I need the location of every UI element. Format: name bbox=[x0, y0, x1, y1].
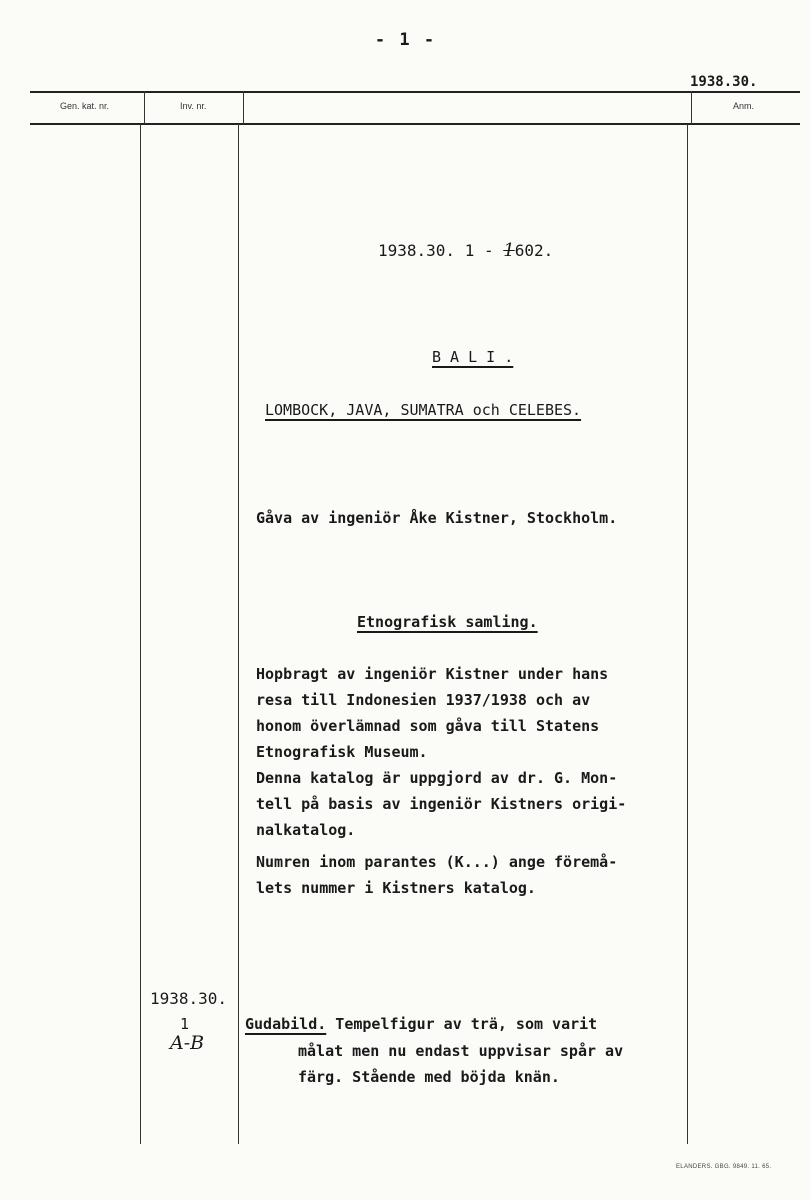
entry-inv-number: 1938.30. bbox=[150, 989, 228, 1008]
entry-description bbox=[298, 1038, 623, 1090]
top-rule bbox=[30, 91, 800, 93]
collection-heading: Etnografisk samling. bbox=[357, 613, 538, 631]
entry-first-line bbox=[245, 1011, 597, 1037]
region-heading: B A L I . bbox=[432, 348, 514, 366]
range-handwritten: 1 bbox=[503, 240, 515, 261]
body-divider-1 bbox=[140, 124, 141, 1144]
catalogue-range bbox=[378, 238, 553, 264]
entry-title: Gudabild. bbox=[245, 1015, 327, 1033]
paragraph-line: tell på basis av ingeniör Kistners origi- bbox=[256, 795, 627, 813]
paragraph-line: Etnografisk Museum. bbox=[256, 743, 428, 761]
column-divider-3 bbox=[691, 91, 692, 124]
entry-description-first: Tempelfigur av trä, som varit bbox=[326, 1015, 598, 1033]
entry-handwritten-note: A-B bbox=[170, 1032, 205, 1054]
range-end: 602. bbox=[514, 241, 554, 260]
column-header-anm: Anm. bbox=[733, 101, 755, 111]
column-header-inv-nr: Inv. nr. bbox=[180, 101, 207, 111]
paragraph-line: Hopbragt av ingeniör Kistner under hans bbox=[256, 665, 609, 683]
entry-description-line: målat men nu endast uppvisar spår av bbox=[298, 1042, 624, 1060]
accession-header: 1938.30. bbox=[690, 74, 758, 90]
subregions-heading: LOMBOCK, JAVA, SUMATRA och CELEBES. bbox=[265, 401, 582, 419]
donor-line: Gåva av ingeniör Åke Kistner, Stockholm. bbox=[256, 509, 618, 527]
paragraph-line: lets nummer i Kistners katalog. bbox=[256, 879, 536, 897]
range-start: 1938.30. 1 - bbox=[378, 241, 504, 260]
entry-item-number: 1 bbox=[180, 1015, 190, 1033]
column-divider-1 bbox=[144, 91, 145, 124]
paragraph-line: resa till Indonesien 1937/1938 och av bbox=[256, 691, 591, 709]
paragraph-line: honom överlämnad som gåva till Statens bbox=[256, 717, 600, 735]
body-divider-2 bbox=[238, 124, 239, 1144]
entry-description-line: färg. Stående med böjda knän. bbox=[298, 1068, 560, 1086]
paragraph-line: Denna katalog är uppgjord av dr. G. Mon- bbox=[256, 769, 618, 787]
paragraph-line: nalkatalog. bbox=[256, 821, 356, 839]
column-divider-2 bbox=[243, 91, 244, 124]
body-divider-3 bbox=[687, 124, 688, 1144]
paragraph-line: Numren inom parantes (K...) ange föremå- bbox=[256, 853, 618, 871]
printer-mark: ELANDERS. GBG. 9849. 11. 65. bbox=[676, 1164, 772, 1170]
header-bottom-rule bbox=[30, 123, 800, 125]
page-number: - 1 - bbox=[374, 30, 437, 50]
column-header-gen-kat-nr: Gen. kat. nr. bbox=[60, 101, 110, 111]
description-paragraph bbox=[256, 661, 626, 901]
